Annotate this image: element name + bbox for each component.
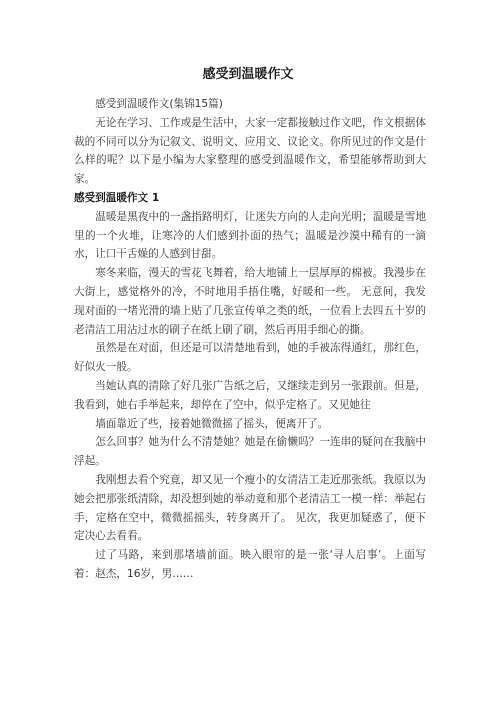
- body-paragraph: 寒冬来临，漫天的雪花飞舞着，给大地铺上一层厚厚的棉被。我漫步在大街上，感觉格外的冷，不时地用手捂住嘴，好暖和一些。 无意间，我发现对面的一堵光滑的墙上贴了几张宣传单之类的纸，一位看上去四五十岁的老清洁工用沾过水的刷子在纸上刷了刷，然后再用手细心的撕。: [74, 267, 426, 336]
- subtitle-paragraph: 感受到温暖作文(集锦15篇): [95, 98, 223, 110]
- body-paragraph: 我刚想去看个究竟，却又见一个瘦小的女清洁工走近那张纸。我原以为她会把那张纸清除，却没想到她的举动竟和那个老清洁工一模一样：举起右手，定格在空中，微微摇摇头，转身离开了。 见次，我更加疑惑了，便下定决心去看看。: [74, 473, 426, 543]
- body-paragraph: 怎么回事？她为什么不清楚她？她是在偷懒吗？一连串的疑问在我脑中浮起。: [74, 436, 426, 468]
- body-paragraph: 过了马路，来到那堵墙前面。映入眼帘的是一张‘寻人启事’。上面写着：赵杰，16岁，男……: [74, 549, 426, 580]
- body-paragraph: 温暖是黑夜中的一盏指路明灯，让迷失方向的人走向光明；温暖是雪地里的一个火堆，让寒冷的人们感到扑面的热气；温暖是沙漠中稀有的一滴水，让口干舌燥的人感到甘甜。: [74, 210, 426, 261]
- intro-paragraph: 无论在学习、工作或是生活中，大家一定都接触过作文吧，作文根据体裁的不同可以分为记叙文、说明文、应用文、议论文。你所见过的作文是什么样的呢？以下是小编为大家整理的感受到温暖作文，希望能够帮助到大家。: [74, 116, 426, 186]
- section-heading: 感受到温暖作文 1: [74, 191, 160, 204]
- document-title: 感受到温暖作文: [202, 67, 294, 82]
- document-body: [74, 95, 426, 584]
- body-paragraph: 当她认真的清除了好几张广告纸之后，又继续走到另一张跟前。但是，我看到，她右手举起来，却停在了空中，似乎定格了。又见她往: [74, 379, 426, 411]
- body-paragraph: 虽然是在对面，但还是可以清楚地看到，她的手被冻得通红，那红色，好似火一般。: [74, 342, 426, 374]
- body-paragraph: 墙面靠近了些，接着她微微摇了摇头，便离开了。: [95, 417, 329, 430]
